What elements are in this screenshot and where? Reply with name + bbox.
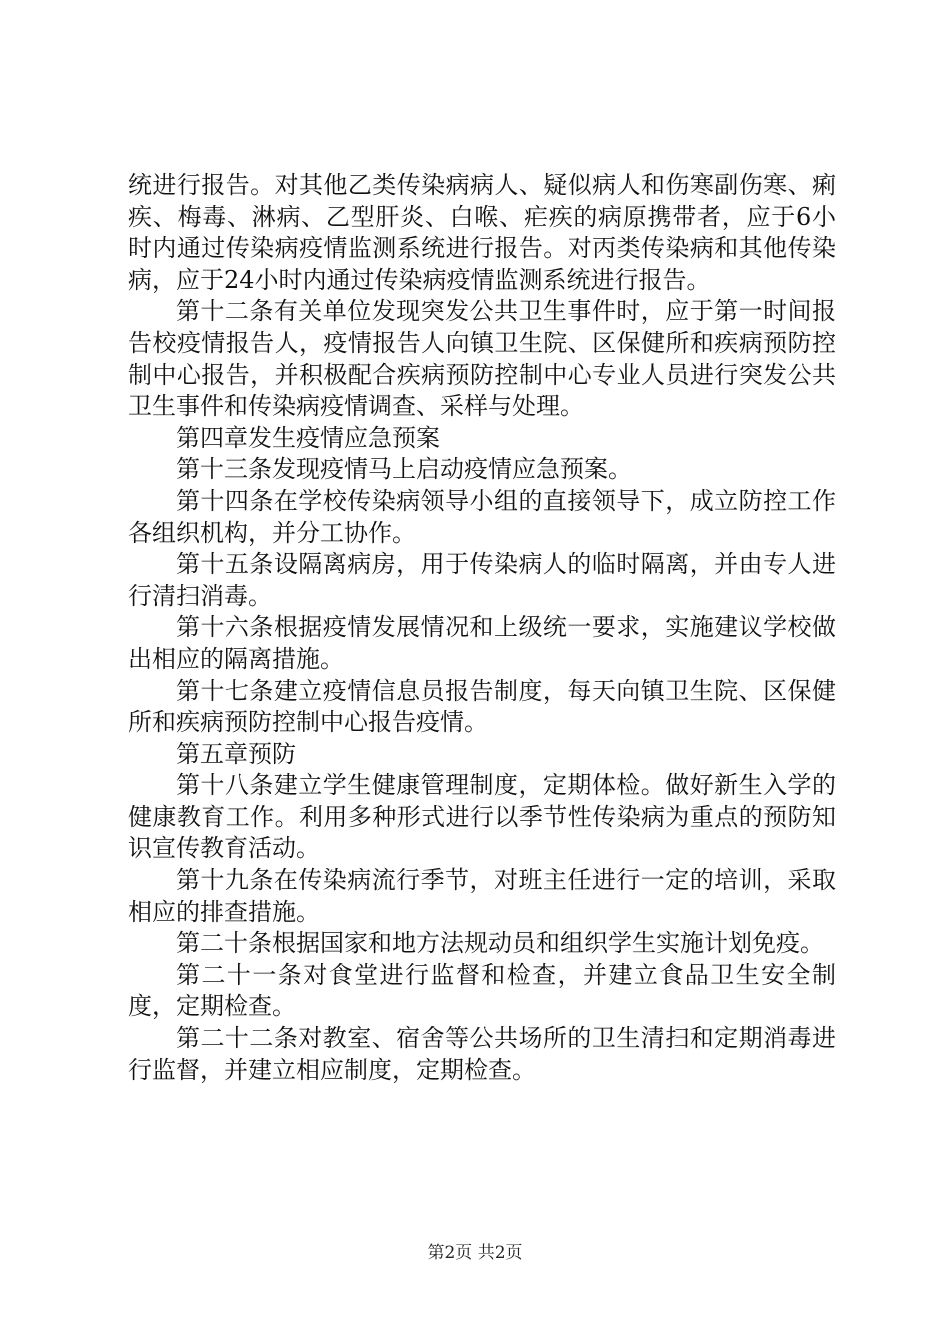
article-18: 第十八条建立学生健康管理制度，定期体检。做好新生入学的健康教育工作。利用多种形式进行以季节性传染病为重点的预防知识宣传教育活动。 <box>128 771 836 863</box>
chapter-4-heading: 第四章发生疫情应急预案 <box>176 423 440 452</box>
article-17: 第十七条建立疫情信息员报告制度，每天向镇卫生院、区保健所和疾病预防控制中心报告疫情。 <box>128 676 836 737</box>
article-19: 第十九条在传染病流行季节，对班主任进行一定的培训，采取相应的排查措施。 <box>128 866 836 926</box>
article-14: 第十四条在学校传染病领导小组的直接领导下，成立防控工作各组织机构，并分工协作。 <box>128 486 836 547</box>
article-13: 第十三条发现疫情马上启动疫情应急预案。 <box>176 455 632 484</box>
article-22: 第二十二条对教室、宿舍等公共场所的卫生清扫和定期消毒进行监督，并建立相应制度，定期检查。 <box>128 1024 836 1084</box>
page-number-label: 第2页 共2页 <box>427 1243 523 1263</box>
chapter-5-heading: 第五章预防 <box>176 739 296 768</box>
article-20: 第二十条根据国家和地方法规动员和组织学生实施计划免疫。 <box>176 929 824 958</box>
paragraph-continuation: 统进行报告。对其他乙类传染病病人、疑似病人和伤寒副伤寒、痢疾、梅毒、淋病、乙型肝炎、白喉、疟疾的病原携带者，应于6小时内通过传染病疫情监测系统进行报告。对丙类传染病和其他传染病，应于24小时内通过传染病疫情监测系统进行报告。 <box>128 171 836 294</box>
article-15: 第十五条设隔离病房，用于传染病人的临时隔离，并由专人进行清扫消毒。 <box>128 550 836 610</box>
article-12: 第十二条有关单位发现突发公共卫生事件时，应于第一时间报告校疫情报告人，疫情报告人向镇卫生院、区保健所和疾病预防控制中心报告，并积极配合疾病预防控制中心专业人员进行突发公共卫生事件和传染病疫情调查、采样与处理。 <box>128 297 836 421</box>
document-body <box>128 170 836 1086</box>
article-21: 第二十一条对食堂进行监督和检查，并建立食品卫生安全制度，定期检查。 <box>128 960 836 1021</box>
article-16: 第十六条根据疫情发展情况和上级统一要求，实施建议学校做出相应的隔离措施。 <box>128 613 836 673</box>
page-footer <box>0 1243 950 1263</box>
